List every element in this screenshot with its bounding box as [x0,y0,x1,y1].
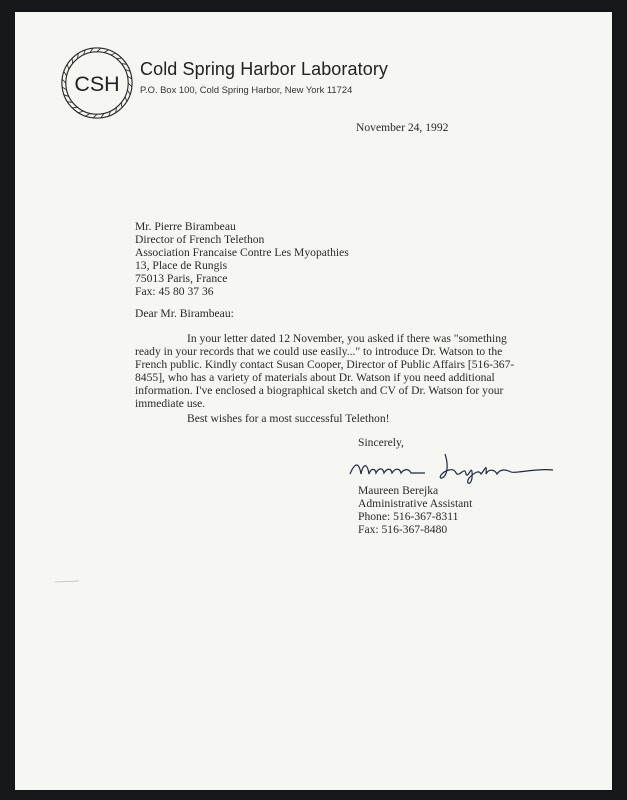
organization-name: Cold Spring Harbor Laboratory [140,59,389,79]
recipient-line: 75013 Paris, France [135,272,228,285]
recipient-line: Fax: 45 80 37 36 [135,285,214,298]
sender-line: Administrative Assistant [358,497,473,510]
recipient-address [135,220,349,298]
letter-page [15,12,612,790]
recipient-line: Director of French Telethon [135,233,265,246]
closing-wishes: Best wishes for a most successful Telethon! [187,412,390,425]
recipient-line: 13, Place de Rungis [135,259,228,272]
recipient-line: Association Francaise Contre Les Myopathies [135,246,349,259]
csh-logo-icon [58,44,136,122]
organization-address: P.O. Box 100, Cold Spring Harbor, New York 11724 [140,84,353,95]
sender-line: Phone: 516-367-8311 [358,510,459,523]
sender-line: Maureen Berejka [358,484,439,497]
logo-text: CSH [74,71,120,96]
letter-date: November 24, 1992 [356,121,449,134]
sender-line: Fax: 516-367-8480 [358,523,448,536]
stray-mark [53,578,83,584]
complimentary-close: Sincerely, [358,436,404,449]
body-paragraph: In your letter dated 12 November, you asked if there was "something ready in your records that we could use easily..." to introduce Dr. Watson to the French public. Kindly contact Susan Cooper, Director of Public Affairs [516-367-8455], who has a variety of materials about Dr. Watson if you need additional information. I've enclosed a biographical sketch and CV of Dr. Watson for your immediate use. [135,332,515,410]
sender-block [358,484,472,536]
handwritten-signature [345,448,560,488]
recipient-line: Mr. Pierre Birambeau [135,220,236,233]
salutation: Dear Mr. Birambeau: [135,307,234,320]
